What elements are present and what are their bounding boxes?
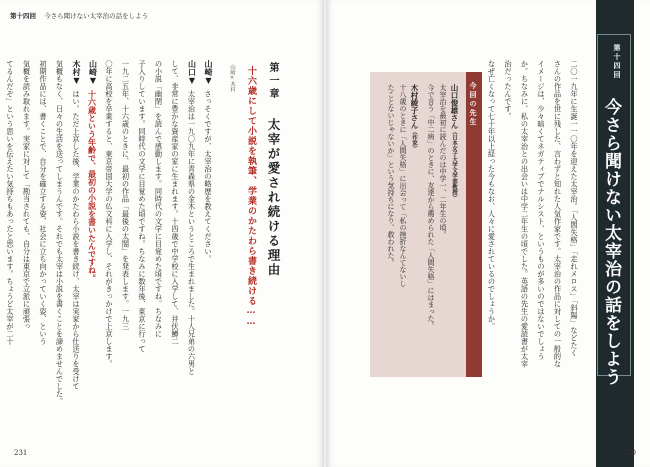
chapter-tab xyxy=(596,0,634,467)
dialogue-highlight: 十六歳という年齢で、最初の小説を書いたんですね。 xyxy=(87,90,98,282)
teacher1-text-1: 太宰治を最初に読んだのは中学一、二年生の頃。 xyxy=(439,84,447,238)
intro-line: 治だったんです。 xyxy=(504,60,513,120)
running-head xyxy=(10,11,148,20)
highlight-heading: 十六歳にして小説を執筆、学業のかたわら書き続ける…… xyxy=(246,66,256,328)
dialogue-line: 〇年に高校を卒業すると、東京帝国大学の仏文科に入学し、それがきっかけで上京します。 xyxy=(105,60,114,368)
dialogue-line: 一九二五年、十六歳のときに、最初の作品「最後の太閤」を発表します。一九三 xyxy=(121,60,131,330)
dialogue-line: 気概もなく、日々の生活を送ってしまうんです。それでも太宰は小説を書くことを諦めませんでした。 xyxy=(55,60,65,405)
running-head-chapter: 第十四回 xyxy=(10,12,36,20)
dialogue-line: 子入りしています。同時代の文学に目覚めた頃ですね。ちなみに数年後、東京に行って xyxy=(138,60,147,353)
intro-line: なぜ亡くなって七十年以上経った今もなお、人々に愛されているのでしょうか。 xyxy=(487,60,497,330)
intro-line: か。ちなみに、私の太宰治との出会いは中学二年生の頃でした。英語の先生の愛読書が太宰 xyxy=(520,60,530,368)
dialogue-line: はい。ただ上京した後、学業のかたわら小説を書き続け、太宰は実家から仕送りを受けて xyxy=(72,90,81,390)
teacher2-text-2: たことないじゃないか」という気持ちになり、救われた。 xyxy=(387,84,395,266)
dialogue-line: して、非常に豊かな資産家の家に生まれます。十四歳で中学校に入学して、井伏鱒二 xyxy=(171,60,180,345)
speaker-name: 山崎▼ xyxy=(88,60,98,85)
speaker-marker: 山崎×木村 xyxy=(229,64,235,92)
running-head-title: 今さら聞けない太宰治の話をしよう xyxy=(44,12,149,20)
teacher-label: 今回の先生 xyxy=(469,82,477,127)
intro-line: 二〇一九年に生誕一一〇年を迎えた太宰治。「人間失格」「走れメロス」「斜陽」などたく xyxy=(570,60,579,357)
chapter-title: 太宰が愛され続ける理由 xyxy=(266,118,281,278)
chapter-label: 第一章 xyxy=(267,62,278,101)
teacher-box xyxy=(370,72,482,377)
speaker-name: 木村▼ xyxy=(72,60,81,85)
dialogue-line: の小説「幽閉」を読んで感動します。同時代の文学に目覚めた頃ですね。ちなみに xyxy=(154,60,164,338)
intro-line: さんの作品を世に残した、言わずと知れた人気作家です。太宰治の作品に対しての一般的な xyxy=(553,60,563,368)
tab-title: 今さら聞けない太宰治の話をしよう xyxy=(601,98,621,386)
teacher2-name: 木村綾子さん（作家） xyxy=(410,84,419,151)
speaker-name: 山崎▼ xyxy=(204,60,213,85)
dialogue-line: てるんだぞ」という思いを伝えたい気持ちもあったと思います。ちょうど太宰が二十 xyxy=(6,60,15,345)
dialogue-line: 太宰治は一九〇九年に青森県の金木というところで生まれました。十人兄弟の六男と xyxy=(187,90,197,375)
teacher2-text-1: 十八歳のときに「人間失格」に出会って「私の挫折なんてないし xyxy=(399,84,407,287)
right-page xyxy=(326,0,650,467)
speaker-name: 山口▼ xyxy=(187,60,197,85)
dialogue-line: さっそくですが、太宰治の略歴を教えてください。 xyxy=(204,90,213,263)
dialogue-line: 初期作品には、書くことで、自分を確立する姿、社会に立ち向かっていく姿、という xyxy=(39,60,48,345)
teacher1-text-2: 今で言う「中二病」のときに、友達から薦められた「人間失格」にはまった。 xyxy=(427,84,435,329)
tab-chapter-number: 第十四回 xyxy=(613,44,621,80)
page-number-right: 230 xyxy=(622,449,636,457)
dialogue-line: 気概を読み取れます。実家に対して「勘当されても、自分は東京で立派に頑張っ xyxy=(22,60,32,330)
teacher-strip xyxy=(466,72,482,377)
intro-line: イメージは、少々暗くてネガティブでナルシスト、というものが多いのではないでしょう xyxy=(537,60,546,360)
teacher1-name: 山口俊雄さん（日本女子大学文学部教授） xyxy=(450,84,459,201)
left-page xyxy=(0,0,324,467)
page-number-left: 231 xyxy=(14,449,28,457)
